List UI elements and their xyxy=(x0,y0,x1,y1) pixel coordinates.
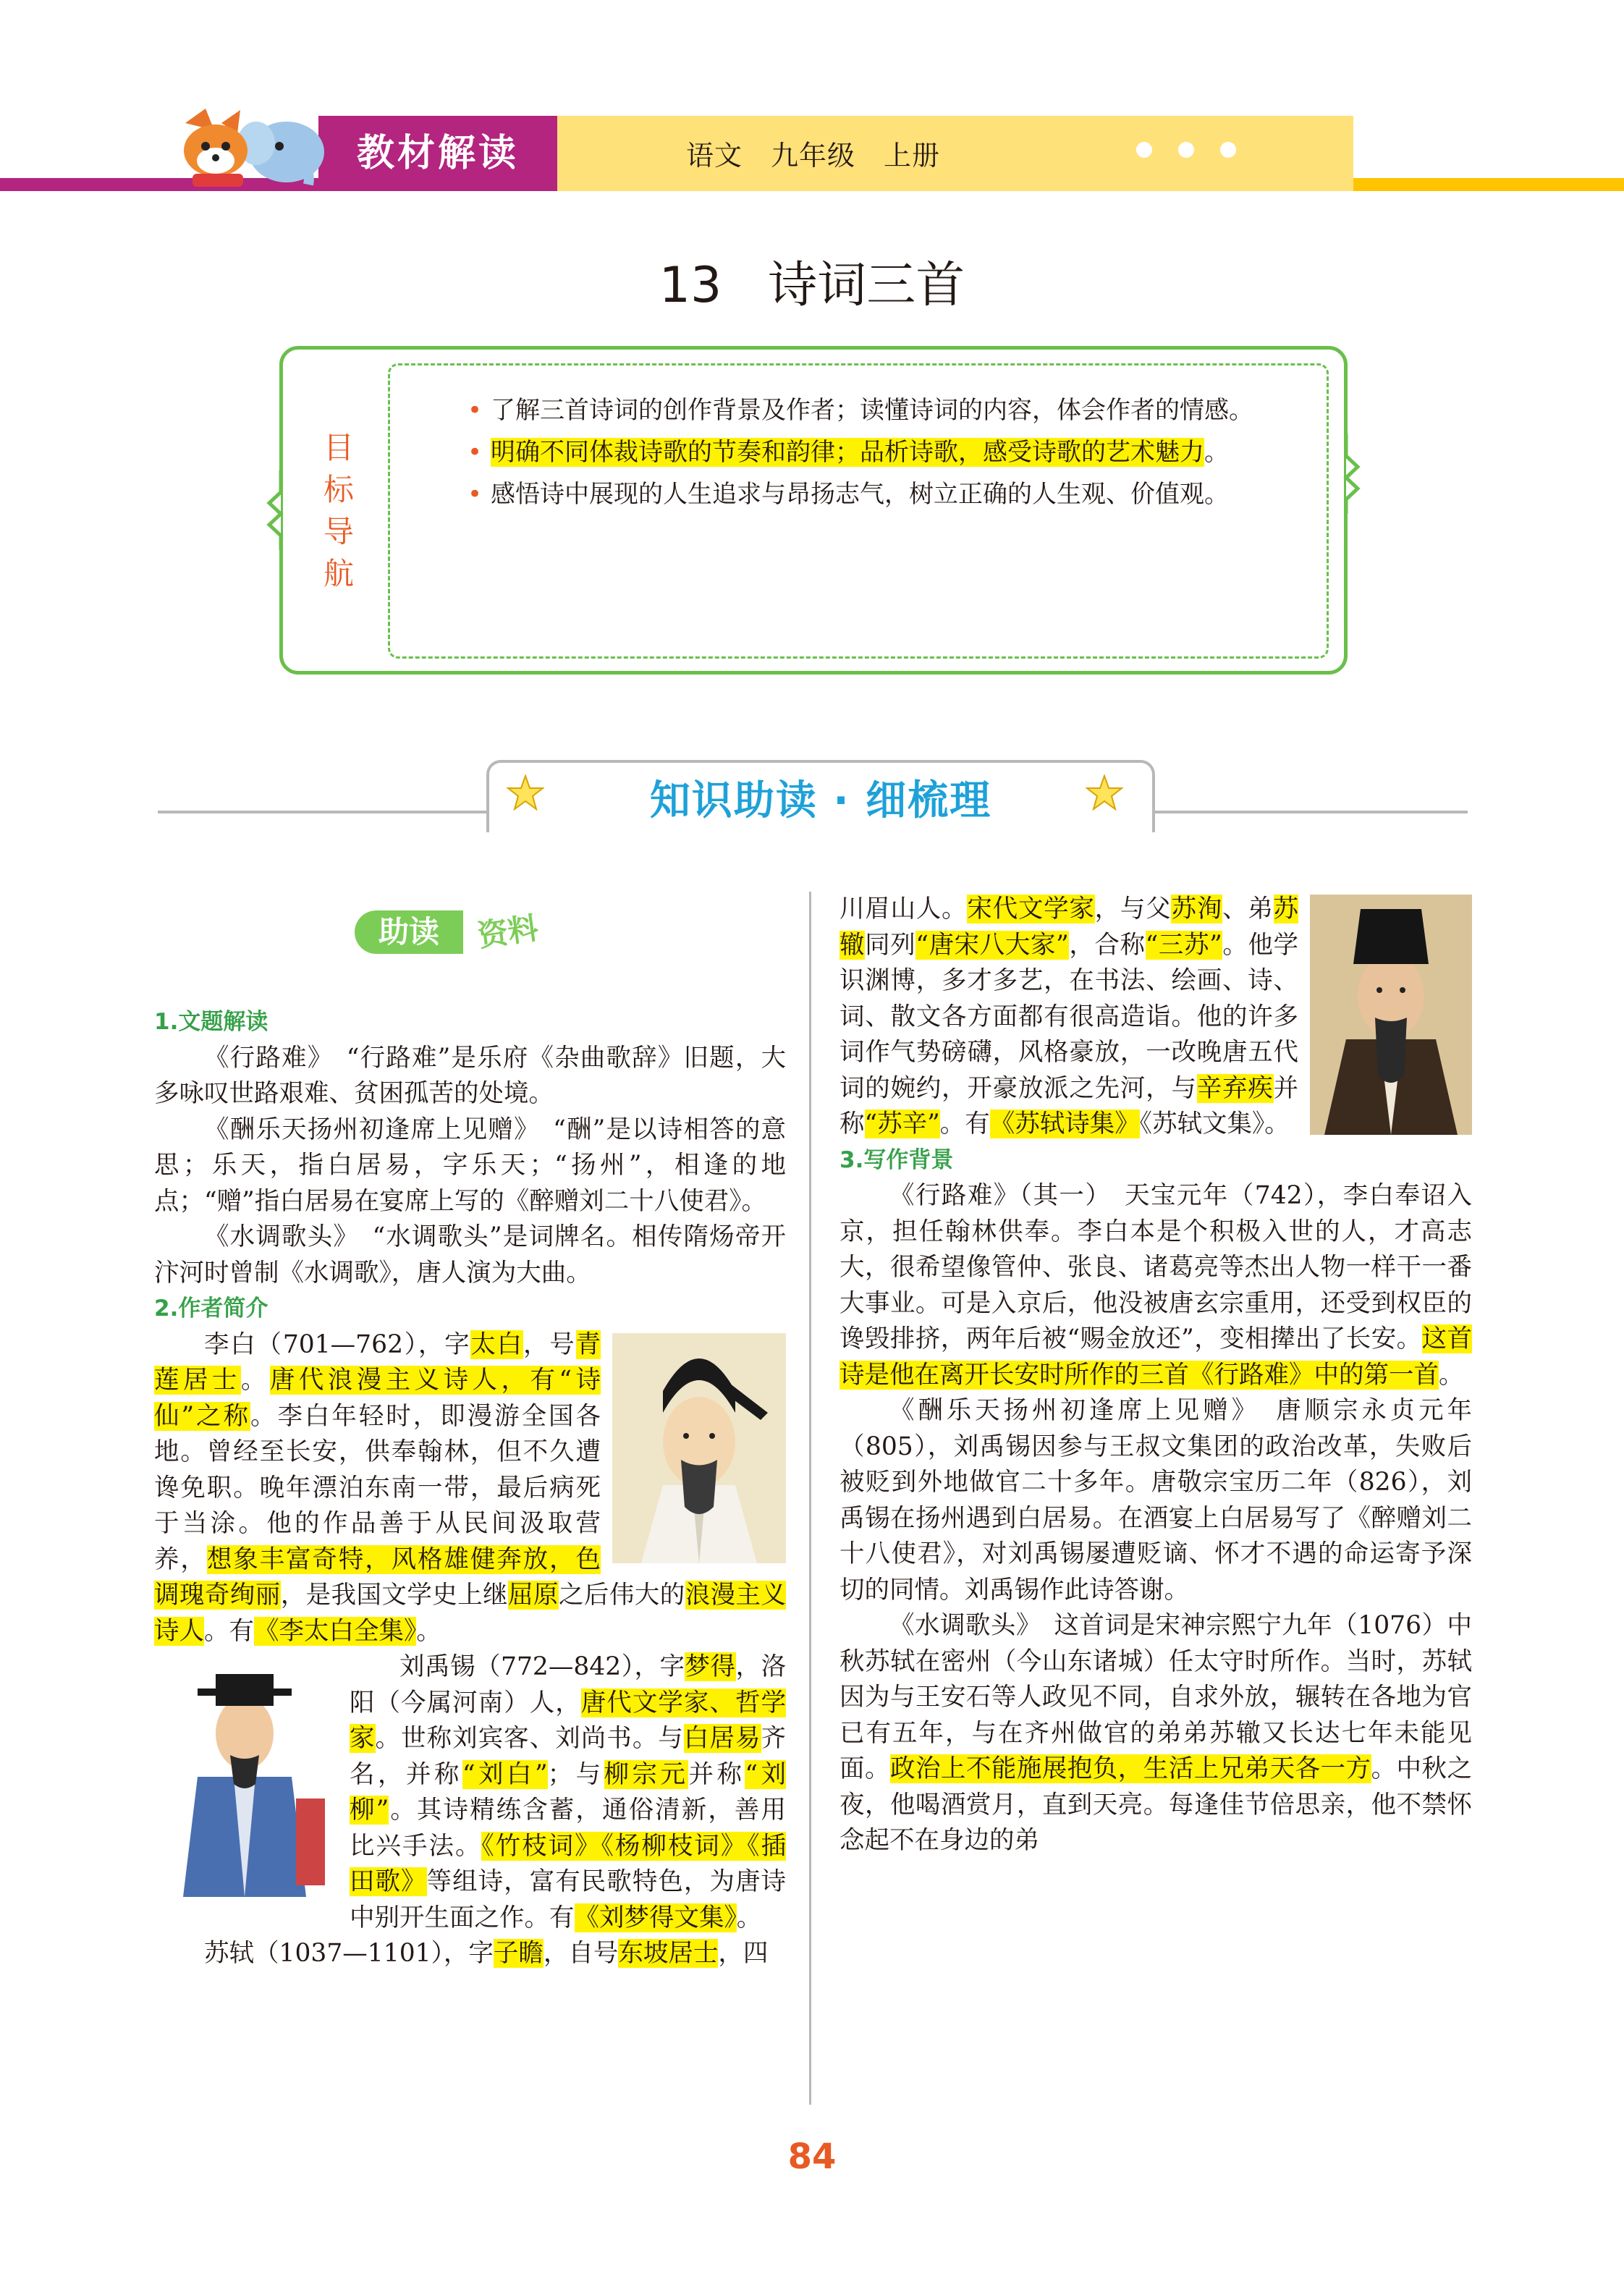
paragraph: 《水调歌头》 “水调歌头”是词牌名。相传隋炀帝开汴河时曾制《水调歌》，唐人演为大曲。 xyxy=(154,1222,786,1288)
goal-label: 目 标 导 航 xyxy=(323,430,354,591)
header-tab-label: 教材解读 xyxy=(318,116,557,191)
goal-box-notch-left xyxy=(266,470,295,550)
paragraph-liuyuxi: 刘禹锡（772—842），字梦得，洛阳（今属河南）人，唐代文学家、哲学家。世称刘宾客、刘尚书。与白居易齐名，并称“刘白”；与柳宗元并称“刘柳”。其诗精练含蓄，通俗清新，善用比兴手法。《竹枝词》《杨柳枝词》《插田歌》等组诗，富有民歌特色，为唐诗中别开生面之作。有《刘梦得文集》。 xyxy=(154,1649,786,1936)
goal-item: • 了解三首诗词的创作背景及作者；读懂诗词的内容，体会作者的情感。 xyxy=(468,389,1271,431)
paragraph-sushi-cont: 川眉山人。宋代文学家，与父苏洵、弟苏辙同列“唐宋八大家”，合称“三苏”。他学识渊博，多才多艺，在书法、绘画、诗、词、散文各方面都有很高造诣。他的许多词作气势磅礴，风格豪放，一改晚唐五代词的婉约，开豪放派之先河，与辛弃疾并称“苏辛”。有《苏轼诗集》《苏轼文集》。 xyxy=(840,892,1472,1143)
lesson-number: 13 xyxy=(659,257,722,314)
header-book-label: 语文 九年级 上册 xyxy=(686,140,941,172)
paragraph-sushi-start: 苏轼（1037—1101），字子瞻，自号东坡居士，四 xyxy=(204,1939,769,1968)
left-column xyxy=(154,1005,786,1972)
paragraph-bg-xinglunan: 《行路难》（其一） 天宝元年（742），李白奉诏入京，担任翰林供奉。李白本是个积极入世的人，才高志大，很希望像管仲、张良、诸葛亮等杰出人物一样干一番大事业。可是入京后，他没被唐玄宗重用，还受到权臣的谗毁排挤，两年后被“赐金放还”，变相撵出了长安。这首诗是他在离开长安时所作的三首《行路难》中的第一首。 xyxy=(840,1181,1472,1390)
section-title: 知识助读 · 细梳理 xyxy=(649,777,992,824)
subheading-author-intro: 2.作者简介 xyxy=(154,1295,268,1322)
reading-aid-badge xyxy=(355,906,572,958)
lesson-title xyxy=(0,246,1624,316)
goal-list xyxy=(468,389,1271,515)
badge-part1: 助读 xyxy=(355,910,463,954)
section-rule-right xyxy=(1154,811,1468,813)
right-column xyxy=(840,892,1472,1859)
portrait-libai-image xyxy=(612,1333,786,1563)
column-divider xyxy=(809,892,811,2105)
paragraph: 《酬乐天扬州初逢席上见赠》 “酬”是以诗相答的意思；乐天，指白居易，字乐天；“扬州”，相逢的地点；“赠”指白居易在宴席上写的《醉赠刘二十八使君》。 xyxy=(154,1115,786,1216)
subheading-title-interpretation: 1.文题解读 xyxy=(154,1009,268,1035)
goal-box-notch-right xyxy=(1332,434,1361,514)
portrait-liuyuxi-image xyxy=(154,1654,335,1897)
paragraph-bg-chou: 《酬乐天扬州初逢席上见赠》 唐顺宗永贞元年（805），刘禹锡因参与王叔文集团的政治改革，失败后被贬到外地做官二十多年。唐敬宗宝历二年（826），刘禹锡在扬州遇到白居易。在酒宴上白居易写了《醉赠刘二十八使君》，对刘禹锡屡遭贬谪、怀才不遇的命运寄予深切的同情。刘禹锡作此诗答谢。 xyxy=(840,1396,1472,1605)
subheading-background: 3.写作背景 xyxy=(840,1146,954,1173)
header-dots xyxy=(1136,142,1262,161)
mascot-illustration-icon xyxy=(171,101,330,188)
goal-item: • 感悟诗中展现的人生追求与昂扬志气，树立正确的人生观、价值观。 xyxy=(468,473,1271,515)
portrait-sushi-image xyxy=(1310,895,1472,1135)
section-rule-left xyxy=(158,811,488,813)
goal-item: • 明确不同体裁诗歌的节奏和韵律；品析诗歌，感受诗歌的艺术魅力。 xyxy=(468,431,1271,473)
page-number: 84 xyxy=(787,2136,837,2177)
paragraph-bg-shuidiao: 《水调歌头》 这首词是宋神宗熙宁九年（1076）中秋苏轼在密州（今山东诸城）任太守时所作。当时，苏轼因为与王安石等人政见不同，自求外放，辗转在各地为官已有五年，与在齐州做官的弟弟苏辙又长达七年未能见面。政治上不能施展抱负，生活上兄弟天各一方。中秋之夜，他喝酒赏月，直到天亮。每逢佳节倍思亲，他不禁怀念起不在身边的弟 xyxy=(840,1611,1473,1855)
paragraph: 《行路难》 “行路难”是乐府《杂曲歌辞》旧题，大多咏叹世路艰难、贫困孤苦的处境。 xyxy=(154,1043,786,1108)
badge-part2: 资料 xyxy=(475,910,541,954)
lesson-title-text: 诗词三首 xyxy=(768,257,965,314)
paragraph-libai: 李白（701—762），字太白，号青莲居士。唐代浪漫主义诗人，有“诗仙”之称。李白年轻时，即漫游全国各地。曾经至长安，供奉翰林，但不久遭谗免职。晚年漂泊东南一带，最后病死于当涂。他的作品善于从民间汲取营养，想象丰富奇特，风格雄健奔放，色调瑰奇绚丽，是我国文学史上继屈原之后伟大的浪漫主义诗人。有《李太白全集》。 xyxy=(154,1330,786,1646)
